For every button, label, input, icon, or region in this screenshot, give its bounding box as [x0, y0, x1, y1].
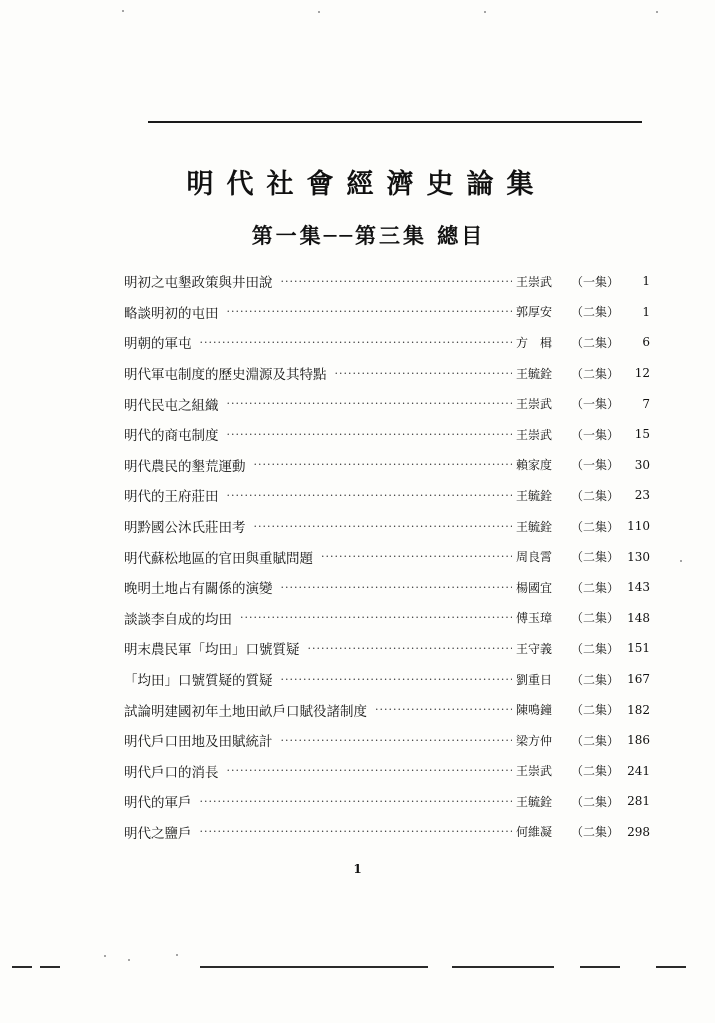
entry-volume: （二集）	[570, 764, 619, 779]
entry-volume: （一集）	[570, 397, 619, 412]
entry-author: 何維凝	[516, 825, 553, 840]
entry-author: 王守義	[516, 641, 553, 656]
scan-speck	[484, 11, 486, 13]
entry-volume: （二集）	[570, 519, 619, 534]
toc-entry	[124, 388, 650, 419]
dot-leader	[200, 337, 513, 348]
toc-entry	[124, 358, 650, 389]
scan-speck	[656, 11, 658, 13]
entry-title: 明黔國公沐氏莊田考	[124, 520, 246, 537]
entry-title: 明代的王府莊田	[124, 489, 219, 506]
entry-author: 郭厚安	[516, 305, 553, 320]
scan-rule-fragment	[12, 966, 32, 968]
entry-title: 「均田」口號質疑的質疑	[124, 673, 273, 690]
entry-page: 143	[627, 580, 650, 595]
toc-entry	[124, 450, 650, 481]
entry-title: 略談明初的屯田	[124, 305, 219, 322]
entry-author: 劉重日	[516, 672, 553, 687]
entry-author: 楊國宜	[516, 580, 553, 595]
entry-title: 明代的軍戶	[124, 795, 192, 812]
entry-page: 167	[627, 672, 650, 687]
entry-author: 陳鳴鐘	[516, 703, 553, 718]
entry-page: 151	[627, 641, 650, 656]
entry-volume: （二集）	[570, 488, 619, 503]
toc-entry	[124, 633, 650, 664]
toc-entry	[124, 786, 650, 817]
toc-entry	[124, 572, 650, 603]
entry-title: 明末農民軍「均田」口號質疑	[124, 642, 300, 659]
entry-page: 281	[627, 794, 650, 809]
entry-volume: （二集）	[570, 580, 619, 595]
dot-leader	[200, 796, 513, 807]
entry-title: 明代軍屯制度的歷史淵源及其特點	[124, 367, 327, 384]
entry-title: 明代蘇松地區的官田與重賦問題	[124, 550, 313, 567]
entry-page: 130	[627, 549, 650, 564]
entry-page: 110	[627, 519, 650, 534]
toc-entry	[124, 725, 650, 756]
page-number: 1	[353, 862, 362, 876]
book-title: 明代社會經濟史論集	[186, 169, 547, 200]
entry-volume: （二集）	[570, 703, 619, 718]
entry-author: 王毓銓	[516, 488, 553, 503]
dot-leader	[227, 490, 513, 501]
dot-leader	[227, 429, 513, 440]
entry-title: 明代之鹽戶	[124, 825, 192, 842]
scan-rule-fragment	[580, 966, 620, 968]
dot-leader	[375, 704, 512, 715]
toc-entry	[124, 480, 650, 511]
entry-title: 談談李自成的均田	[124, 611, 232, 628]
entry-page: 1	[642, 274, 650, 289]
entry-volume: （一集）	[570, 458, 619, 473]
entry-volume: （二集）	[570, 641, 619, 656]
entry-page: 1	[642, 304, 650, 319]
entry-page: 182	[627, 702, 650, 717]
toc-entry	[124, 327, 650, 358]
entry-title: 晚明土地占有關係的演變	[124, 581, 273, 598]
entry-title: 明代的商屯制度	[124, 428, 219, 445]
entry-volume: （二集）	[570, 794, 619, 809]
entry-page: 241	[627, 763, 650, 778]
toc-entry	[124, 603, 650, 634]
entry-volume: （二集）	[570, 366, 619, 381]
dot-leader	[321, 551, 512, 562]
entry-page: 23	[634, 488, 650, 503]
scan-speck	[128, 959, 130, 961]
entry-author: 王毓銓	[516, 794, 553, 809]
scan-speck	[176, 954, 178, 956]
entry-title: 明朝的軍屯	[124, 336, 192, 353]
dot-leader	[308, 643, 513, 654]
top-rule	[148, 121, 642, 123]
entry-volume: （二集）	[570, 672, 619, 687]
entry-author: 王崇武	[516, 427, 553, 442]
entry-title: 明初之屯墾政策與井田說	[124, 275, 273, 292]
dot-leader	[281, 674, 513, 685]
dot-leader	[227, 306, 513, 317]
dot-leader	[254, 459, 513, 470]
scan-rule-fragment	[200, 966, 428, 968]
scan-rule-fragment	[40, 966, 60, 968]
entry-title: 明代農民的墾荒運動	[124, 458, 246, 475]
scan-rule-fragment	[656, 966, 686, 968]
entry-page: 186	[627, 733, 650, 748]
entry-author: 王崇武	[516, 764, 553, 779]
entry-author: 傅玉璋	[516, 611, 553, 626]
table-of-contents	[124, 266, 650, 847]
dot-leader	[281, 735, 513, 746]
entry-author: 方 楫	[516, 335, 553, 350]
entry-volume: （二集）	[570, 550, 619, 565]
toc-entry	[124, 541, 650, 572]
toc-entry	[124, 511, 650, 542]
entry-author: 王毓銓	[516, 366, 553, 381]
entry-author: 周良霄	[516, 550, 553, 565]
toc-entry	[124, 694, 650, 725]
scan-speck	[122, 10, 124, 12]
entry-page: 30	[634, 457, 650, 472]
toc-subtitle: 第一集──第三集 總目	[251, 223, 486, 248]
dot-leader	[227, 765, 513, 776]
entry-title: 明代戶口的消長	[124, 764, 219, 781]
toc-entry	[124, 817, 650, 848]
entry-title: 試論明建國初年土地田畝戶口賦役諸制度	[124, 703, 367, 720]
entry-author: 賴家度	[516, 458, 553, 473]
entry-title: 明代戶口田地及田賦統計	[124, 734, 273, 751]
entry-page: 298	[627, 824, 650, 839]
entry-page: 148	[627, 610, 650, 625]
entry-page: 15	[634, 427, 650, 442]
scan-speck	[680, 560, 682, 562]
entry-author: 王崇武	[516, 397, 553, 412]
entry-volume: （二集）	[570, 825, 619, 840]
entry-author: 王崇武	[516, 274, 553, 289]
entry-volume: （一集）	[570, 427, 619, 442]
toc-entry	[124, 297, 650, 328]
dot-leader	[281, 276, 513, 287]
toc-entry	[124, 266, 650, 297]
dot-leader	[227, 398, 513, 409]
entry-page: 12	[634, 366, 650, 381]
dot-leader	[335, 368, 513, 379]
toc-entry	[124, 419, 650, 450]
entry-page: 7	[642, 396, 650, 411]
dot-leader	[281, 582, 513, 593]
scan-speck	[318, 11, 320, 13]
entry-author: 王毓銓	[516, 519, 553, 534]
entry-volume: （二集）	[570, 611, 619, 626]
toc-entry	[124, 756, 650, 787]
entry-volume: （二集）	[570, 335, 619, 350]
entry-author: 梁方仲	[516, 733, 553, 748]
dot-leader	[254, 521, 513, 532]
entry-title: 明代民屯之組織	[124, 397, 219, 414]
toc-entry	[124, 664, 650, 695]
dot-leader	[240, 612, 512, 623]
scan-speck	[104, 955, 106, 957]
entry-page: 6	[642, 335, 650, 350]
dot-leader	[200, 826, 513, 837]
entry-volume: （二集）	[570, 305, 619, 320]
entry-volume: （一集）	[570, 274, 619, 289]
scan-rule-fragment	[452, 966, 554, 968]
entry-volume: （二集）	[570, 733, 619, 748]
